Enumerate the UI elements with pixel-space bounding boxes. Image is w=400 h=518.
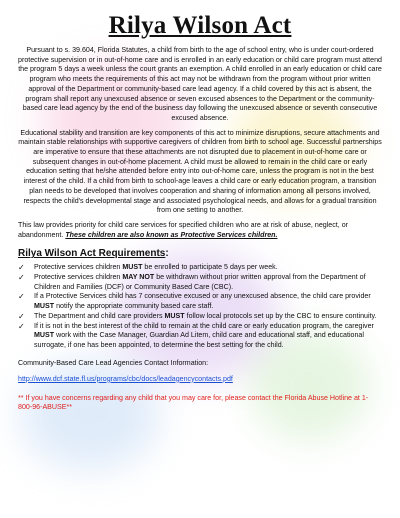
requirements-heading (18, 248, 382, 259)
requirements-list (18, 263, 382, 350)
requirement-text: The Department and child care providers (34, 311, 165, 320)
list-item (18, 312, 382, 322)
checkmark-icon: ✓ (18, 273, 25, 283)
requirement-emphasis: MUST (164, 311, 185, 320)
stability-paragraph: Educational stability and transition are key components of this act to minimize disruptions, secure attachments and maintain stable relationships with supportive caregivers of children from birth to school age. Successful partnerships are imperative to ensure that these attachments are not disrupted due to placement in out-of-home care or subsequent changes in out-of-home placement. A child must be allowed to remain in the child care or early education setting that he/she attended before entry into out-of-home care, unless the program is not in the best interest of the child. If a child from birth to school-age leaves a child care or early education program, a transition plan needs to be developed that involves cooperation and sharing of information among all persons involved, respects the child's developmental stage and associated psychological needs, and allows for a gradual transition from one setting to another. (18, 128, 382, 215)
contact-link[interactable]: http://www.dcf.state.fl.us/programs/cbc/docs/leadagencycontacts.pdf (18, 374, 233, 383)
requirement-emphasis: MUST (122, 263, 143, 272)
hotline-notice: ** If you have concerns regarding any child that you may care for, please contact the Florida Abuse Hotline at 1-800-96-ABUSE** (18, 393, 369, 412)
checkmark-icon: ✓ (18, 311, 25, 321)
requirement-text: work with the Case Manager, Guardian Ad Litem, child care and educational staff, and educational surrogate, if one has been appointed, to determine the best setting for the child. (34, 331, 364, 349)
requirement-text: notify the appropriate community based care staff. (54, 302, 214, 311)
requirement-emphasis: MUST (34, 302, 55, 311)
requirement-emphasis: MUST (34, 331, 55, 340)
list-item (18, 263, 382, 273)
requirement-text: be enrolled to participate 5 days per week. (142, 263, 278, 272)
priority-paragraph (18, 221, 382, 240)
checkmark-icon: ✓ (18, 292, 25, 302)
requirement-text: be withdrawn without prior written approval from the Department of Children and Families (DCF) or Community Based Care (CBC). (34, 273, 366, 291)
priority-emphasis: These children are also known as Protective Services children. (65, 230, 278, 239)
page-title: Rilya Wilson Act (108, 12, 292, 39)
requirements-heading-text: Rilya Wilson Act Requirements (18, 248, 166, 260)
requirements-heading-colon: : (165, 248, 169, 260)
list-item (18, 322, 382, 351)
requirement-text: If a Protective Services child has 7 consecutive excused or any unexcused absence, the child care provider (34, 292, 371, 301)
checkmark-icon: ✓ (18, 263, 25, 273)
requirement-text: If it is not in the best interest of the child to remain at the child care or early education program, the caregiver (34, 321, 374, 330)
list-item (18, 273, 382, 292)
list-item (18, 292, 382, 311)
priority-text: This law provides priority for child care services for specified children who are at risk of abuse, neglect, or abandonment. (18, 220, 349, 239)
requirement-text: Protective services children (34, 273, 123, 282)
contact-label: Community-Based Care Lead Agencies Contact Information: (18, 358, 209, 367)
requirement-emphasis: MAY NOT (122, 273, 155, 282)
checkmark-icon: ✓ (18, 321, 25, 331)
requirement-text: Protective services children (34, 263, 123, 272)
intro-paragraph: Pursuant to s. 39.604, Florida Statutes, a child from birth to the age of school entry, who is under court-ordered protective supervision or in out-of-home care and is enrolled in an early education or child care program must attend the program 5 days a week unless the court grants an exemption. A child enrolled in an early education or child care program who meets the requirements of this act may not be withdrawn from the program without prior written approval of the Department or community-based care lead agency. If a child covered by this act is absent, the program shall report any unexcused absence or seven excused absences to the Department or the community-based care lead agency by the end of the business day following the unexcused absence or seventh consecutive excused absence. (18, 46, 382, 122)
requirement-text: follow local protocols set up by the CBC to ensure continuity. (184, 311, 377, 320)
